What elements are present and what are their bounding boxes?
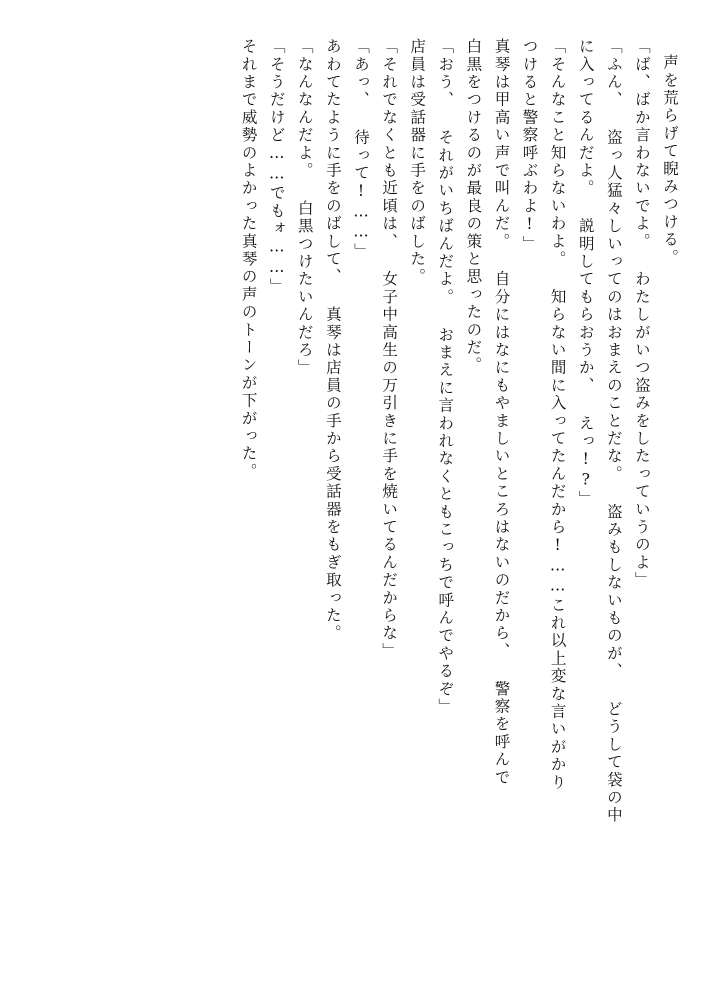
text-line: 「なんなんだよ。 白黒つけたいんだろ」 — [295, 38, 314, 377]
text-line: 「ば、ばか言わないでよ。 わたしがいつ盗みをしたっていうのよ」 — [632, 38, 651, 590]
text-line: 店員は受話器に手をのばした。 — [408, 38, 427, 286]
text-line: 声を荒らげて睨みつける。 — [661, 54, 679, 267]
text-line: 白黒をつけるのが最良の策と思ったのだ。 — [464, 38, 483, 375]
text-line: つけると警察呼ぶわよ!」 — [520, 38, 539, 253]
text-line: あわてたように手をのばして、 真琴は店員の手から受話器をもぎ取った。 — [323, 38, 342, 643]
vertical-text-block — [17, 38, 677, 968]
text-line: 「そうだけど……でもォ……」 — [267, 38, 286, 296]
text-line: 「おう、 それがいちばんだよ。 おまえに言われなくともこっちで呼んでやるぞ」 — [436, 38, 455, 716]
text-line: 真琴は甲高い声で叫んだ。 自分にはなにもやましいところはないのだから、 警察を呼んで — [492, 38, 511, 787]
text-line: 「ふん、 盗っ人猛々しいってのはおまえのことだな。 盗みもしないものが、 どうして袋の中 — [604, 38, 623, 825]
text-line: 「それでなくとも近頃は、 女子中高生の万引きに手を焼いてるんだからな」 — [380, 38, 399, 660]
text-line: に入ってるんだよ。 説明してもらおうか、 えっ!?」 — [576, 38, 595, 509]
text-line: 「あっ、 待って!……」 — [351, 38, 370, 261]
text-line: 「そんなこと知らないわよ。 知らない間に入ってたんだから!……これ以上変な言いがかり — [548, 38, 567, 792]
text-line: それまで威勢のよかった真琴の声のトーンが下がった。 — [239, 38, 258, 481]
